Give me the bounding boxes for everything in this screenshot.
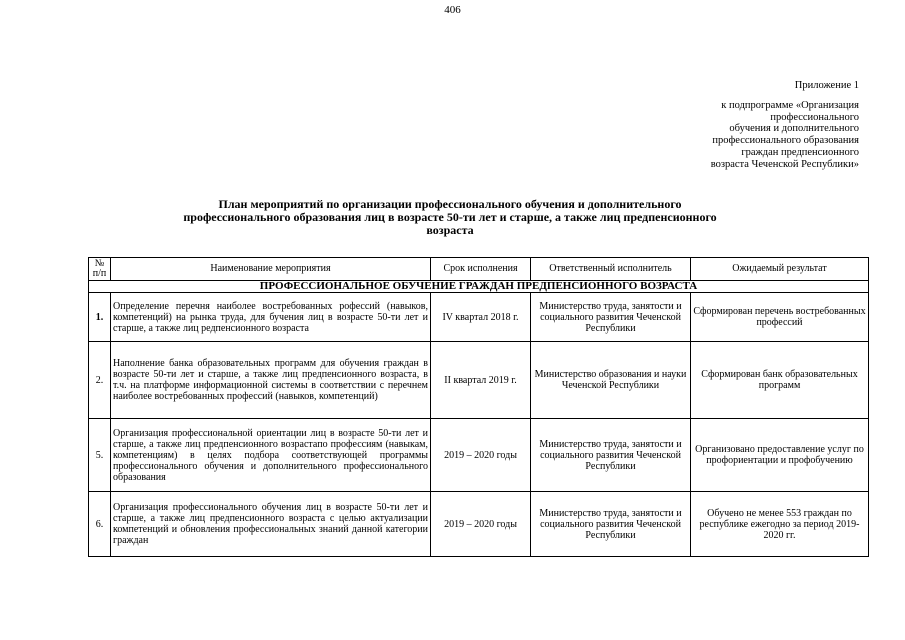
table-row: [89, 419, 869, 492]
header-num: № п/п: [89, 258, 111, 281]
document-title: [90, 198, 810, 237]
section-title: ПРОФЕССИОНАЛЬНОЕ ОБУЧЕНИЕ ГРАЖДАН ПРЕДПЕНСИОННОГО ВОЗРАСТА: [89, 281, 869, 293]
appendix-line: обучения и дополнительного: [729, 123, 859, 135]
header-term: Срок исполнения: [431, 258, 531, 281]
row-term: IV квартал 2018 г.: [431, 293, 531, 342]
appendix-line: возраста Чеченской Республики»: [710, 158, 859, 170]
row-num: 5.: [89, 419, 111, 492]
header-executor: Ответственный исполнитель: [531, 258, 691, 281]
header-name: Наименование мероприятия: [111, 258, 431, 281]
appendix-line: граждан предпенсионного: [741, 146, 859, 158]
row-result: Обучено не менее 553 граждан по республике ежегодно за период 2019-2020 гг.: [691, 492, 869, 557]
table-row: [89, 293, 869, 342]
row-term: 2019 – 2020 годы: [431, 419, 531, 492]
row-activity: Организация профессиональной ориентации лиц в возрасте 50-ти лет и старше, а также лиц предпенсионного возрастапо профессиям (навыкам, компетенциям) в целях подбора соответствующей программы профессионального обучения и дополнительного профессионального образования: [111, 419, 431, 492]
row-activity: Организация профессионального обучения лиц в возрасте 50-ти лет и старше, а также лиц предпенсионного возраста с целью актуализации компетенций и обновления профессиональных знаний данной категории граждан: [111, 492, 431, 557]
appendix-block: [659, 80, 859, 171]
appendix-line: к подпрограмме «Организация: [721, 99, 859, 111]
row-result: Сформирован перечень востребованных профессий: [691, 293, 869, 342]
appendix-heading: Приложение 1: [794, 80, 859, 91]
row-num: 2.: [89, 342, 111, 419]
section-row: [89, 281, 869, 293]
row-executor: Министерство труда, занятости и социального развития Чеченской Республики: [531, 492, 691, 557]
row-executor: Министерство труда, занятости и социального развития Чеченской Республики: [531, 419, 691, 492]
appendix-line: профессионального: [770, 111, 859, 123]
table-row: [89, 342, 869, 419]
title-line: План мероприятий по организации профессионального обучения и дополнительного: [218, 197, 682, 211]
appendix-line: профессионального образования: [712, 135, 859, 147]
row-executor: Министерство образования и науки Чеченской Республики: [531, 342, 691, 419]
row-num: 1.: [89, 293, 111, 342]
activity-plan-table: [88, 257, 869, 557]
header-result: Ожидаемый результат: [691, 258, 869, 281]
table-row: [89, 492, 869, 557]
row-activity: Определение перечня наиболее востребованных рофессий (навыков, компетенций) на рынка труда, для бучения лиц в возрасте 50-ти лет и старше, а также лиц редпенсионного возраста: [111, 293, 431, 342]
row-num: 6.: [89, 492, 111, 557]
row-executor: Министерство труда, занятости и социального развития Чеченской Республики: [531, 293, 691, 342]
title-line: профессионального образования лиц в возрасте 50-ти лет и старше, а также лиц предпенсионного: [183, 210, 717, 224]
row-term: 2019 – 2020 годы: [431, 492, 531, 557]
row-term: II квартал 2019 г.: [431, 342, 531, 419]
page-number: 406: [444, 4, 461, 16]
title-line: возраста: [426, 223, 474, 237]
row-activity: Наполнение банка образовательных программ для обучения граждан в возрасте 50-ти лет и старше, а также лиц предпенсионного возраста, в т.ч. на платформе информационной системы в соответствии с перечнем наиболее востребованных профессий (навыков, компетенций): [111, 342, 431, 419]
row-result: Организовано предоставление услуг по профориентации и профобучению: [691, 419, 869, 492]
row-result: Сформирован банк образовательных программ: [691, 342, 869, 419]
table-header-row: [89, 258, 869, 281]
